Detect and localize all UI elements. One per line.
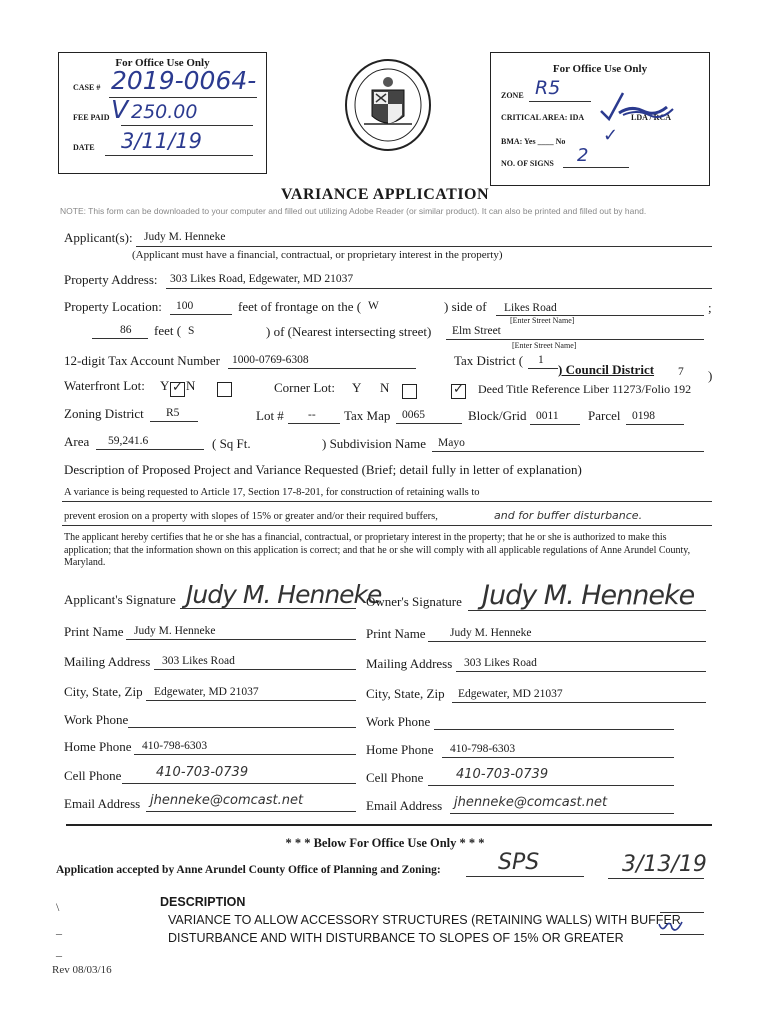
signs-label: NO. OF SIGNS [501,159,554,168]
frontage-value[interactable]: 100 [176,300,194,312]
corner-yes-checkbox[interactable] [402,384,417,399]
city-state-zip-label-left: City, State, Zip [64,684,143,699]
print-name-label-right: Print Name [366,626,426,641]
office-use-title-right: For Office Use Only [552,63,648,75]
lot-value[interactable]: -- [308,409,316,421]
revision-date: Rev 08/03/16 [52,964,112,976]
corner-n-label: N [380,380,390,395]
section-divider [66,824,712,826]
semicolon: ; [708,300,712,315]
corner-lot-label: Corner Lot: [274,380,336,395]
waterfront-n-label: N [186,378,196,393]
form-title: VARIANCE APPLICATION [280,186,490,203]
feet2-direction[interactable]: S [188,325,195,337]
description-line-2: DISTURBANCE AND WITH DISTURBANCE TO SLOPES OF 15% OR GREATER [168,931,624,945]
cell-phone-label-right: Cell Phone [366,770,424,785]
print-name-label-left: Print Name [64,624,124,639]
cell-phone-value-left[interactable]: 410-703-0739 [156,765,249,780]
critical-area-options: LDA / RCA [631,113,672,122]
waterfront-y-label: Y [160,378,170,393]
description-line2-handwritten: and for buffer disturbance. [494,509,643,522]
certification-text: The applicant hereby certifies that he or she has a financial, contractual, or proprietary interest in the property; that he or she is authorized to make this application; that the information shown on this application is correct; and that he or she will comply with all applicable regulations of Anne Arundel County, Maryland. [64,532,691,568]
fee-paid-label: FEE PAID [73,113,110,122]
cell-phone-label-left: Cell Phone [64,768,122,783]
council-district-value[interactable]: 7 [678,366,684,378]
fee-paid-value: 250.00 [131,101,198,123]
mailing-address-value-right[interactable]: 303 Likes Road [464,657,537,669]
street1-value[interactable]: Likes Road [504,302,557,314]
tax-account-label: 12-digit Tax Account Number [64,353,220,368]
description-title: DESCRIPTION [160,895,246,909]
home-phone-label-left: Home Phone [64,739,132,754]
corner-no-checkbox[interactable] [451,384,466,399]
tax-account-value[interactable]: 1000-0769-6308 [232,354,309,366]
mailing-address-label-left: Mailing Address [64,654,151,669]
date-value: 3/11/19 [121,129,202,153]
feet2-label: feet ( [154,323,182,338]
street1-hint: [Enter Street Name] [510,316,575,325]
accepted-by-label: Application accepted by Anne Arundel County Office of Planning and Zoning: [56,864,441,876]
street2-hint: [Enter Street Name] [512,341,577,350]
cell-phone-value-right[interactable]: 410-703-0739 [456,767,549,782]
side-of-label: ) side of [444,299,487,314]
case-label: CASE # [73,83,101,92]
margin-marks: \ _ _ [56,900,62,958]
property-address-label: Property Address: [64,272,158,287]
lot-label: Lot # [256,408,284,423]
applicant-label: Applicant(s): [64,230,133,245]
email-label-right: Email Address [366,798,443,813]
council-close-paren: ) [708,368,713,383]
email-label-left: Email Address [64,796,141,811]
corner-y-label: Y [352,380,362,395]
deed-reference: Deed Title Reference Liber 11273/Folio 192 [478,382,692,396]
property-location-label: Property Location: [64,299,162,314]
description-line2[interactable]: prevent erosion on a property with slopes of 15% or greater and/or their required buffers, [64,511,438,522]
applicant-requirement: (Applicant must have a financial, contractual, or proprietary interest in the property) [132,249,503,261]
print-name-value-left[interactable]: Judy M. Henneke [134,625,216,637]
applicant-value[interactable]: Judy M. Henneke [144,231,226,243]
parcel-label: Parcel [588,408,621,423]
critical-area-label: CRITICAL AREA: IDA [501,113,585,122]
description-line-1: VARIANCE TO ALLOW ACCESSORY STRUCTURES (RETAINING WALLS) WITH BUFFER [168,913,681,927]
applicant-signature-label: Applicant's Signature [64,592,176,607]
zoning-district-value[interactable]: R5 [166,407,180,419]
home-phone-value-left[interactable]: 410-798-6303 [142,740,208,752]
feet2-value[interactable]: 86 [120,324,132,336]
property-address-value[interactable]: 303 Likes Road, Edgewater, MD 21037 [170,273,354,285]
print-name-value-right[interactable]: Judy M. Henneke [450,627,532,639]
office-use-title: For Office Use Only [115,57,210,69]
work-phone-label-right: Work Phone [366,714,431,729]
email-value-left[interactable]: jhenneke@comcast.net [150,793,304,808]
office-use-heading: * * * Below For Office Use Only * * * [285,836,485,850]
city-state-zip-label-right: City, State, Zip [366,686,445,701]
bma-value: ✓ [603,125,619,146]
city-state-zip-value-left[interactable]: Edgewater, MD 21037 [154,686,259,698]
frontage-label: feet of frontage on the ( [238,299,362,314]
owner-signature-label: Owner's Signature [366,594,462,609]
accepted-date: 3/13/19 [622,852,707,877]
council-district-label: ) Council District [558,362,655,377]
block-grid-value[interactable]: 0011 [536,410,559,422]
critical-area-scribble-icon [597,89,677,125]
tax-map-value[interactable]: 0065 [402,409,425,421]
tax-district-label: Tax District ( [454,353,524,368]
subdivision-value[interactable]: Mayo [438,437,465,449]
parcel-value[interactable]: 0198 [632,410,655,422]
seal-text [344,138,432,139]
date-label: DATE [73,143,95,152]
area-label: Area [64,434,90,449]
email-value-right[interactable]: jhenneke@comcast.net [454,795,608,810]
case-number: 2019-0064-V [111,66,257,124]
form-note: NOTE: This form can be downloaded to your computer and filled out utilizing Adobe Reader (or similar product). It can also be printed and filled out by hand. [60,206,647,216]
mailing-address-label-right: Mailing Address [366,656,453,671]
office-use-box-left [58,52,267,174]
tax-district-value[interactable]: 1 [538,354,544,366]
office-use-box-right [490,52,710,186]
applicant-signature: Judy M. Henneke [186,580,382,609]
accepted-initials: SPS [498,850,540,875]
county-seal [344,58,432,152]
mailing-address-value-left[interactable]: 303 Likes Road [162,655,235,667]
city-state-zip-value-right[interactable]: Edgewater, MD 21037 [458,688,563,700]
block-grid-label: Block/Grid [468,408,527,423]
zone-value: R5 [535,77,561,99]
area-value[interactable]: 59,241.6 [108,435,149,447]
home-phone-label-right: Home Phone [366,742,434,757]
signs-value: 2 [577,145,589,166]
zoning-district-label: Zoning District [64,406,144,421]
work-phone-label-left: Work Phone [64,712,129,727]
subdivision-label: ) Subdivision Name [322,436,426,451]
waterfront-label: Waterfront Lot: [64,378,145,393]
nearest-street-label: ) of (Nearest intersecting street) [266,324,432,339]
tax-map-label: Tax Map [344,408,391,423]
zone-label: ZONE [501,91,524,100]
description-label: Description of Proposed Project and Variance Requested (Brief; detail fully in letter of explanation) [64,462,582,477]
sqft-label: ( Sq Ft. [212,436,251,451]
street2-value[interactable]: Elm Street [452,325,501,337]
description-line1[interactable]: A variance is being requested to Article 17, Section 17-8-201, for construction of retaining walls to [64,487,480,498]
owner-signature: Judy M. Henneke [482,580,695,611]
waterfront-yes-checkbox[interactable] [170,382,185,397]
home-phone-value-right[interactable]: 410-798-6303 [450,743,516,755]
frontage-direction[interactable]: W [368,300,379,312]
bma-label: BMA: Yes ____ No [501,137,566,146]
waterfront-no-checkbox[interactable] [217,382,232,397]
